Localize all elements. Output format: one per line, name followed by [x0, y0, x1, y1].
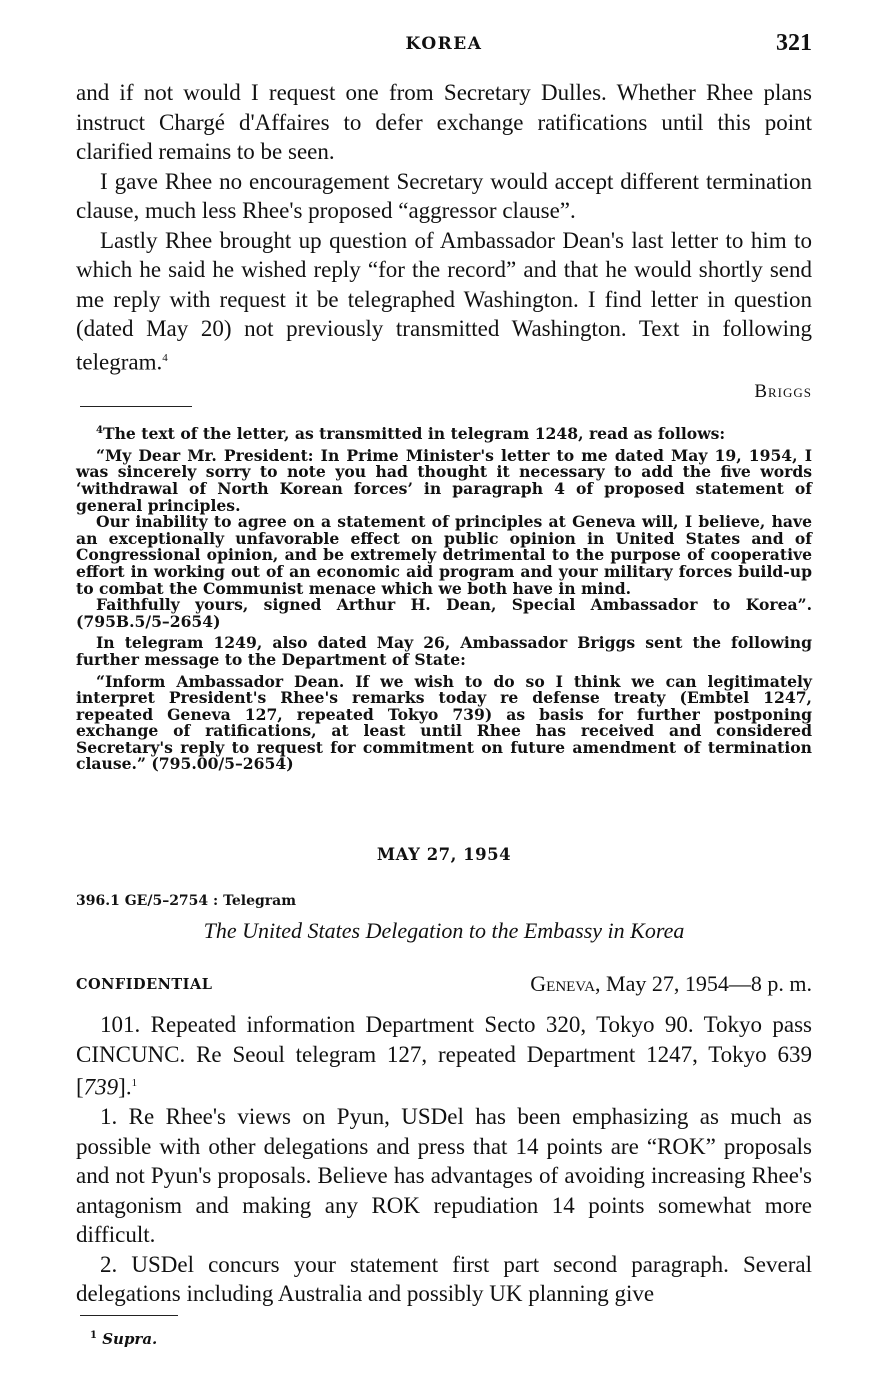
place-date-line	[530, 971, 812, 997]
footnote-ref-1: 1	[131, 1077, 138, 1089]
footnote-further-p2: “Inform Ambassador Dean. If we wish to do so I think we can legitimately interpret President's Rhee's remarks today re defense treaty (Embtel 1247, repeated Geneva 127, repeated Tokyo 739) as basis for further postponing exchange of ratifications, at least until Rhee has received and considered Secretary's reply to request for commitment on future amendment of termination clause.” (795.00/5–2654)	[76, 671, 812, 774]
document-title: The United States Delegation to the Embassy in Korea	[203, 918, 685, 943]
paragraph-dean-letter: Lastly Rhee brought up question of Ambassador Dean's last letter to him to which he said he wished reply “for the record” and that he would shortly send me reply with request it be telegraphed Washington. I find letter in question (dated May 20) not previously transmitted Washington. Text in following telegram.$^4$	[76, 227, 812, 375]
paragraph-termination-clause: I gave Rhee no encouragement Secretary would accept different termination clause, much less Rhee's proposed “aggressor clause”.	[76, 168, 812, 223]
footnote-letter-p3: Faithfully yours, signed Arthur H. Dean, Special Ambassador to Korea”. (795B.5/5–2654)	[76, 595, 812, 631]
file-reference: 396.1 GE/5–2754 : Telegram	[76, 893, 297, 909]
date-heading: MAY 27, 1954	[376, 845, 512, 864]
footnote-ref-4: 4	[162, 351, 168, 364]
footnote-letter-p2: Our inability to agree on a statement of principles at Geneva will, I believe, have an exceptionally unfavorable effect on public opinion in United States and of Congressional opinion, and be extremely detrimental to the purpose of cooperative effort in working out of an economic aid program and your military forces build-up to combat the Communist menace which we both have in mind.	[76, 512, 812, 598]
bottom-footnote: $^1$ Supra.	[90, 1330, 158, 1348]
footnote-letter-p1: “My Dear Mr. President: In Prime Minister's letter to me dated May 19, 1954, I was sincerely sorry to note you had thought it necessary to add the five words ‘withdrawal of North Korean forces’ in paragraph 4 of proposed statement of general principles.	[76, 445, 812, 515]
bottom-footnote-rule	[80, 1315, 178, 1316]
telegram-body	[76, 1010, 812, 1309]
classification-label: CONFIDENTIAL	[76, 976, 213, 993]
page-number: 321	[776, 30, 812, 56]
footnote-further-p1: In telegram 1249, also dated May 26, Ambassador Briggs sent the following further message to the Department of State:	[76, 633, 812, 669]
running-head	[76, 30, 812, 60]
running-title: KOREA	[405, 34, 483, 54]
footnote-4-intro: $^4$The text of the letter, as transmitted in telegram 1248, read as follows:	[96, 424, 726, 444]
paragraph-101: 101. Repeated information Department Secto 320, Tokyo 90. Tokyo pass CINCUNC. Re Seoul telegram 127, repeated Department 1247, Tokyo 639 [739].$^1$	[76, 1012, 812, 1100]
paragraph-1: 1. Re Rhee's views on Pyun, USDel has been emphasizing as much as possible with other delegations and press that 14 points are “ROK” proposals and not Pyun's proposals. Believe has advantages of avoiding increasing Rhee's antagonism and making any ROK repudiation 14 points somewhat more difficult.	[76, 1104, 812, 1248]
top-text-block	[76, 78, 812, 403]
date-time: May 27, 1954—8 p. m.	[606, 971, 812, 996]
paragraph-continuation: and if not would I request one from Secretary Dulles. Whether Rhee plans instruct Chargé d'Affaires to defer exchange ratifications until this point clarified remains to be seen.	[76, 80, 812, 164]
signature: Briggs	[754, 380, 812, 402]
footnote-4-block	[76, 423, 812, 773]
paragraph-2: 2. USDel concurs your statement first part second paragraph. Several delegations including Australia and possibly UK planning give	[76, 1251, 812, 1307]
footnote-rule	[80, 406, 192, 407]
place: Geneva,	[530, 971, 601, 996]
